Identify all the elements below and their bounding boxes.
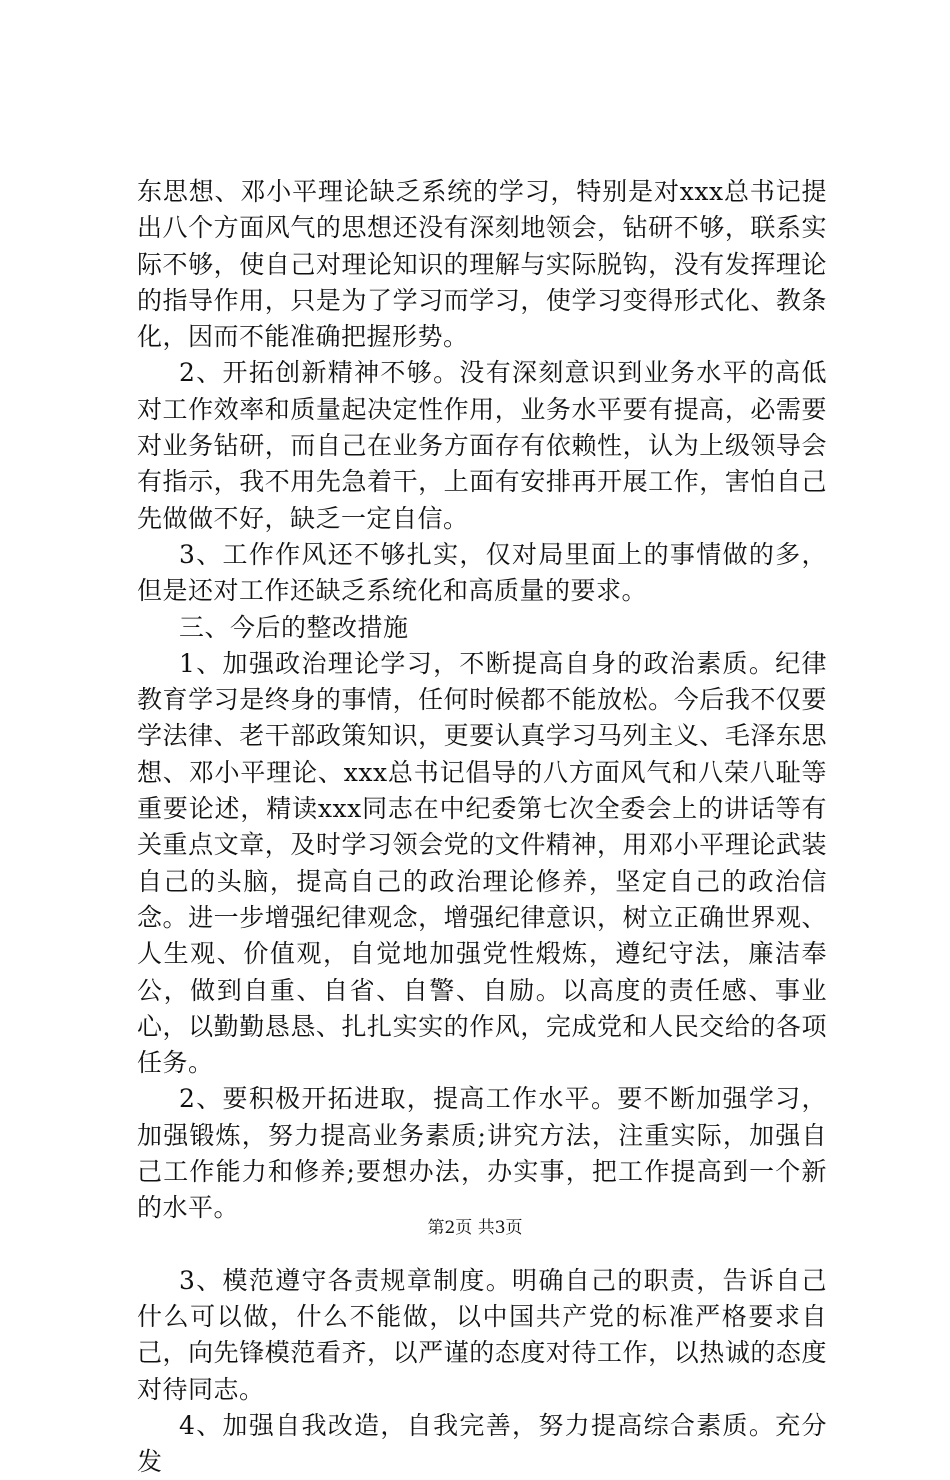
measure-item-4: 4、加强自我改造，自我完善，努力提高综合素质。充分发: [137, 1410, 827, 1477]
measure-item-2: 2、要积极开拓进取，提高工作水平。要不断加强学习，加强锻炼，努力提高业务素质;讲究方法，注重实际，加强自己工作能力和修养;要想办法，办实事，把工作提高到一个新的水平。: [137, 1084, 827, 1223]
document-body: [137, 174, 827, 1480]
paragraph-item-2: 2、开拓创新精神不够。没有深刻意识到业务水平的高低对工作效率和质量起决定性作用，业务水平要有提高，必需要对业务钻研，而自己在业务方面存有依赖性，认为上级领导会有指示，我不用先急着干，上面有安排再开展工作，害怕自己先做做不好，缺乏一定自信。: [137, 358, 827, 533]
paragraph-item-3: 3、工作作风还不够扎实，仅对局里面上的事情做的多，但是还对工作还缺乏系统化和高质量的要求。: [137, 539, 827, 606]
section-heading: 三、今后的整改措施: [179, 612, 409, 642]
measure-item-3: 3、模范遵守各责规章制度。明确自己的职责，告诉自己什么可以做，什么不能做，以中国共产党的标准严格要求自己，向先锋模范看齐，以严谨的态度对待工作，以热诚的态度对待同志。: [137, 1265, 827, 1404]
measure-item-1: 1、加强政治理论学习，不断提高自身的政治素质。纪律教育学习是终身的事情，任何时候都不能放松。今后我不仅要学法律、老干部政策知识，更要认真学习马列主义、毛泽东思想、邓小平理论、xxx总书记倡导的八方面风气和八荣八耻等重要论述，精读xxx同志在中纪委第七次全委会上的讲话等有关重点文章，及时学习领会党的文件精神，用邓小平理论武装自己的头脑，提高自己的政治理论修养，坚定自己的政治信念。进一步增强纪律观念，增强纪律意识，树立正确世界观、人生观、价值观，自觉地加强党性煅炼，遵纪守法，廉洁奉公，做到自重、自省、自警、自励。以高度的责任感、事业心，以勤勤恳恳、扎扎实实的作风，完成党和人民交给的各项任务。: [137, 648, 827, 1078]
paragraph-continuation: 东思想、邓小平理论缺乏系统的学习，特别是对xxx总书记提出八个方面风气的思想还没有深刻地领会，钻研不够，联系实际不够，使自己对理论知识的理解与实际脱钩，没有发挥理论的指导作用，只是为了学习而学习，使学习变得形式化、教条化，因而不能准确把握形势。: [137, 177, 827, 352]
page-number-footer: 第2页 共3页: [427, 1218, 523, 1238]
